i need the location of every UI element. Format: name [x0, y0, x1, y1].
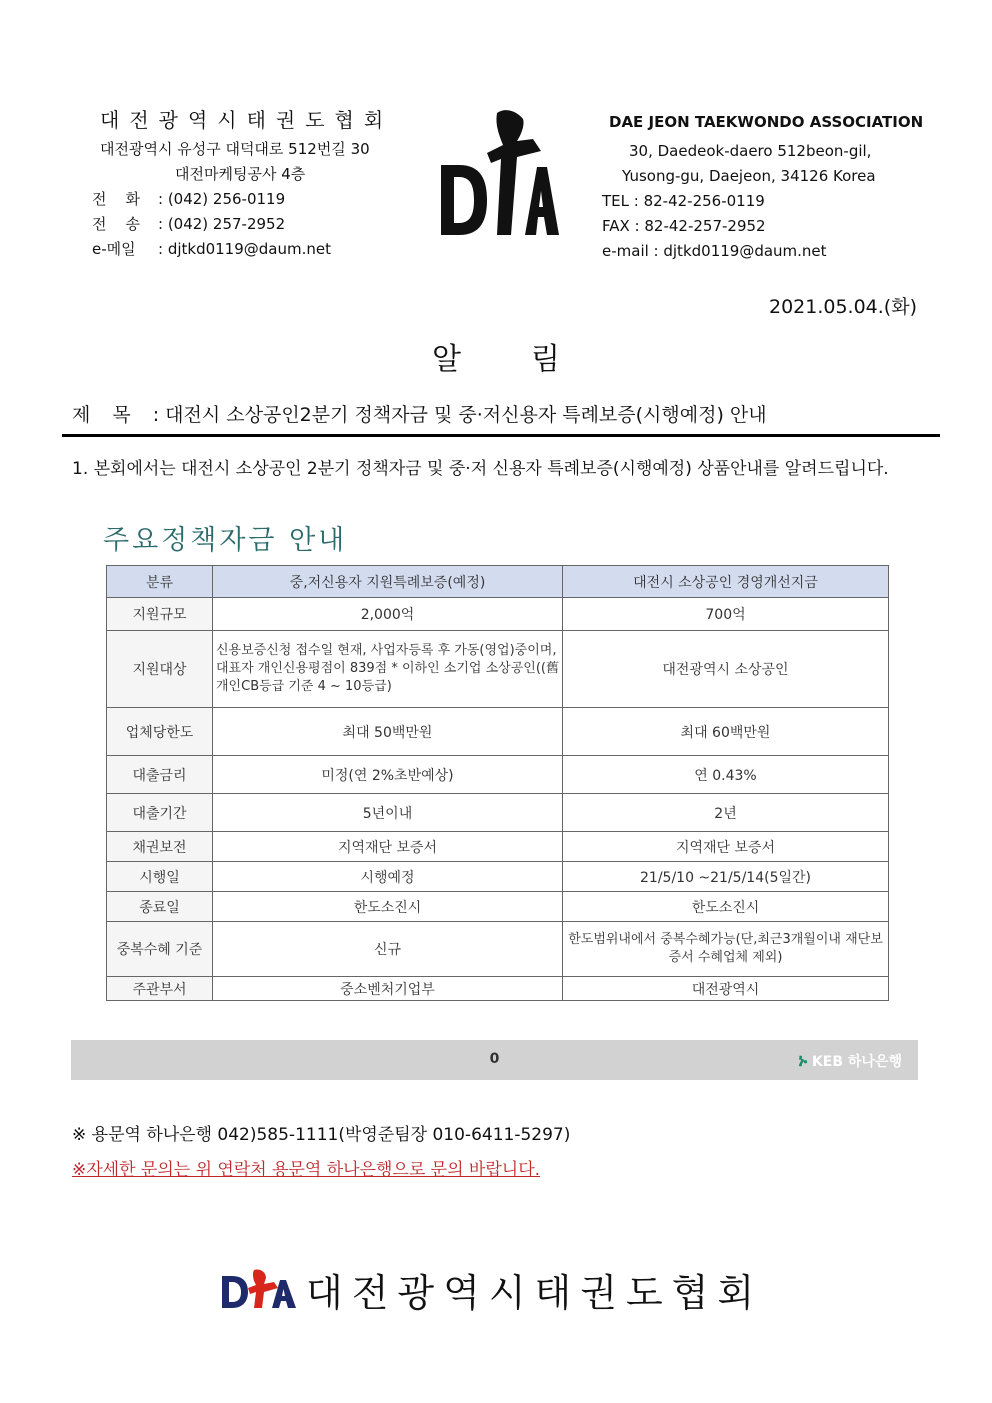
- policy-title: 주요정책자금 안내: [103, 525, 348, 556]
- table-cell: 최대 50백만원: [213, 708, 563, 756]
- email-label: e-메일: [92, 240, 136, 258]
- fax-value: : (042) 257-2952: [158, 215, 286, 233]
- org-name-ko: 대전광역시태권도협회: [100, 108, 394, 132]
- table-cell: 700억: [563, 598, 889, 631]
- dta-logo: [437, 105, 562, 244]
- table-row: [107, 977, 889, 1001]
- footer: [220, 1262, 763, 1317]
- table-row: [107, 794, 889, 832]
- notice-title: 알림: [432, 342, 630, 377]
- table-row: [107, 756, 889, 794]
- table-cell: 대전광역시 소상공인: [563, 631, 889, 708]
- table-cell: 중소벤처기업부: [213, 977, 563, 1001]
- address-line-2: 대전마케팅공사 4층: [175, 165, 306, 183]
- table-cell: 주관부서: [107, 977, 213, 1001]
- table-cell: 신용보증신청 접수일 현재, 사업자등록 후 가동(영업)중이며, 대표자 개인신용평점이 839점 * 이하인 소기업 소상공인((舊개인CB등급 기준 4 ~ 10등급): [213, 631, 563, 708]
- table-cell: 5년이내: [213, 794, 563, 832]
- table-cell: 지역재단 보증서: [563, 832, 889, 862]
- table-header: 중,저신용자 지원특례보증(예정): [213, 566, 563, 598]
- email-value: : djtkd0119@daum.net: [158, 240, 331, 258]
- table-header-row: [107, 566, 889, 598]
- subject-text: : 대전시 소상공인2분기 정책자금 및 중·저신용자 특례보증(시행예정) 안내: [152, 404, 767, 426]
- table-cell: 중복수혜 기준: [107, 922, 213, 977]
- table-cell: 최대 60백만원: [563, 708, 889, 756]
- table-cell: 대출금리: [107, 756, 213, 794]
- table-cell: 지원대상: [107, 631, 213, 708]
- table-cell: 21/5/10 ~21/5/14(5일간): [563, 862, 889, 892]
- table-cell: 업체당한도: [107, 708, 213, 756]
- bank-logo-text: KEB 하나은행: [811, 1054, 902, 1070]
- table-row: [107, 862, 889, 892]
- tel-row: [92, 187, 393, 212]
- table-cell: 채권보전: [107, 832, 213, 862]
- table-cell: 한도범위내에서 중복수혜가능(단,최근3개월이내 재단보증서 수혜업체 제외): [563, 922, 889, 977]
- tel-label: 전 화: [92, 190, 141, 208]
- table-cell: 시행일: [107, 862, 213, 892]
- email-en: e-mail : djtkd0119@daum.net: [602, 242, 827, 260]
- table-cell: 대전광역시: [563, 977, 889, 1001]
- subject-line: [72, 400, 767, 427]
- table-row: [107, 832, 889, 862]
- table-header: 분류: [107, 566, 213, 598]
- table-cell: 2년: [563, 794, 889, 832]
- address-line-1: 대전광역시 유성구 대덕대로 512번길 30: [100, 140, 370, 158]
- policy-table: [106, 565, 889, 1001]
- table-row: [107, 631, 889, 708]
- table-row: [107, 598, 889, 631]
- table-cell: 2,000억: [213, 598, 563, 631]
- header-left: [92, 108, 393, 262]
- table-cell: 연 0.43%: [563, 756, 889, 794]
- fax-row: [92, 212, 393, 237]
- bank-banner: [71, 1040, 918, 1080]
- subject-label: 제목: [72, 404, 153, 426]
- table-row: [107, 708, 889, 756]
- org-name-en: DAE JEON TAEKWONDO ASSOCIATION: [609, 113, 924, 131]
- contact-note: ※자세한 문의는 위 연락처 용문역 하나은행으로 문의 바랍니다.: [72, 1160, 541, 1180]
- email-row: [92, 237, 393, 262]
- subject-divider: [62, 434, 940, 437]
- fax-label: 전 송: [92, 215, 141, 233]
- table-cell: 대출기간: [107, 794, 213, 832]
- bank-banner-number: 0: [489, 1051, 500, 1067]
- table-row: [107, 892, 889, 922]
- table-row: [107, 922, 889, 977]
- body-paragraph: 1. 본회에서는 대전시 소상공인 2분기 정책자금 및 중·저 신용자 특례보증(시행예정) 상품안내를 알려드립니다.: [72, 459, 889, 479]
- header-right: [602, 110, 923, 264]
- dta-logo-icon: [437, 105, 562, 240]
- address-en-line-1: 30, Daedeok-daero 512beon-gil,: [629, 142, 872, 160]
- tel-value: : (042) 256-0119: [158, 190, 286, 208]
- table-cell: 시행예정: [213, 862, 563, 892]
- hana-bank-icon: ኑ: [798, 1050, 808, 1071]
- table-header: 대전시 소상공인 경영개선지금: [563, 566, 889, 598]
- table-cell: 신규: [213, 922, 563, 977]
- fax-en: FAX : 82-42-257-2952: [602, 217, 766, 235]
- document-date: 2021.05.04.(화): [768, 296, 917, 318]
- tel-en: TEL : 82-42-256-0119: [602, 192, 765, 210]
- contact-line: ※ 용문역 하나은행 042)585-1111(박영준팀장 010-6411-5297): [72, 1125, 571, 1145]
- table-cell: 지역재단 보증서: [213, 832, 563, 862]
- table-cell: 한도소진시: [563, 892, 889, 922]
- footer-org-name: 대전광역시태권도협회: [306, 1271, 764, 1315]
- table-cell: 종료일: [107, 892, 213, 922]
- bank-logo: [798, 1050, 902, 1071]
- table-cell: 지원규모: [107, 598, 213, 631]
- table-cell: 미정(연 2%초반예상): [213, 756, 563, 794]
- address-en-line-2: Yusong-gu, Daejeon, 34126 Korea: [622, 167, 876, 185]
- table-cell: 한도소진시: [213, 892, 563, 922]
- dta-footer-logo-icon: [220, 1268, 298, 1312]
